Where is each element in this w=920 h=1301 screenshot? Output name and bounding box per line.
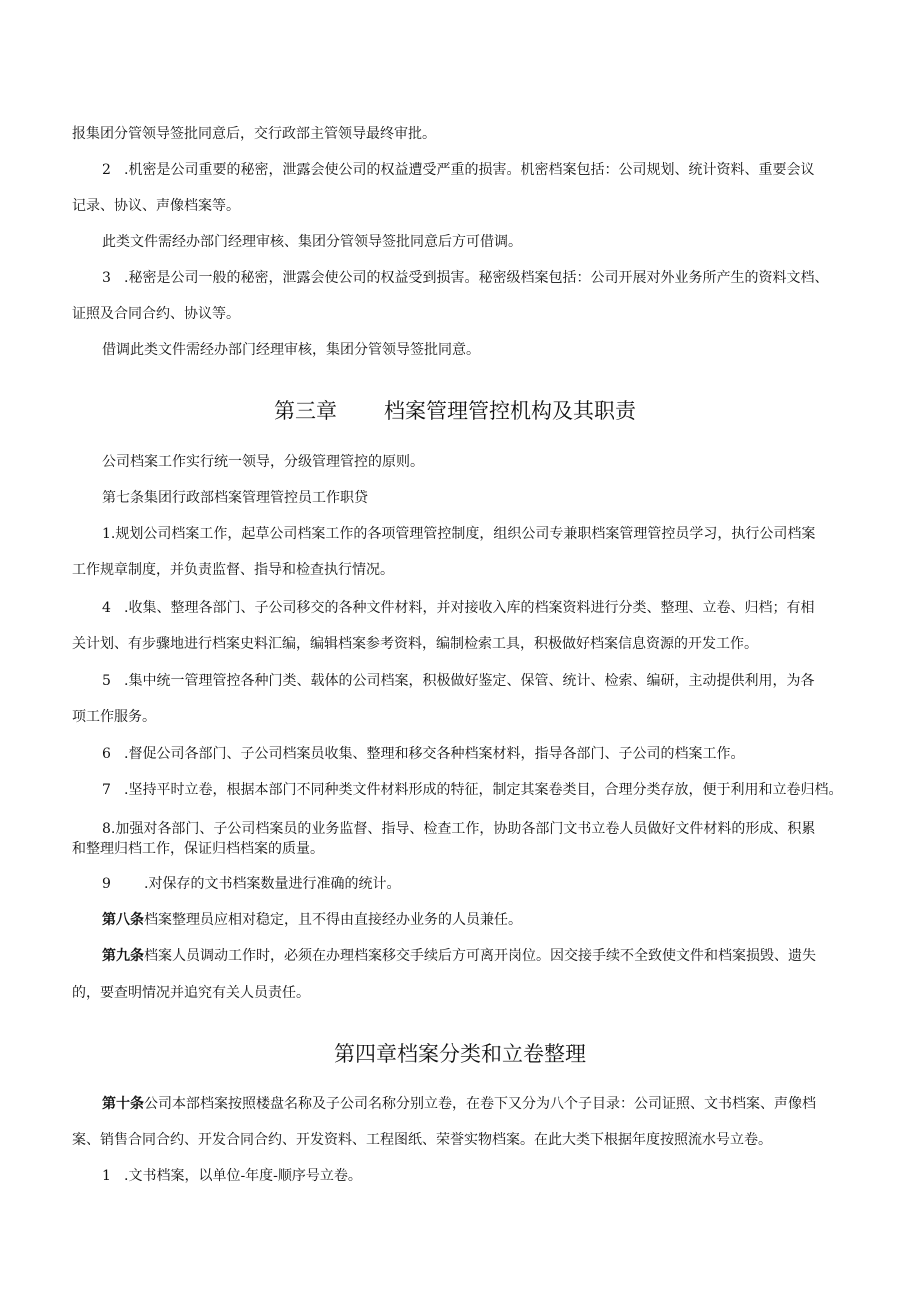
paragraph-line: 工作规章制度，并负责监督、指导和检查执行情况。 xyxy=(72,562,394,578)
paragraph-line: 公司档案工作实行统一领导，分级管理管控的原则。 xyxy=(102,454,424,470)
article-text: 公司本部档案按照楼盘名称及子公司名称分别立卷，在卷下又分为八个子目录：公司证照、文书档案、声像档 xyxy=(144,1096,816,1112)
item-text: .机密是公司重要的秘密，泄露会使公司的权益遭受严重的损害。机密档案包括：公司规划、统计资料、重要会议 xyxy=(124,162,815,178)
item-number: 4 xyxy=(102,600,111,616)
list-item-5 xyxy=(102,671,814,691)
paragraph-line: 此类文件需经办部门经理审核、集团分管领导签批同意后方可借调。 xyxy=(102,234,522,250)
item-number: 1 xyxy=(102,1168,111,1184)
item-text: .督促公司各部门、子公司档案员收集、整理和移交各种档案材料，指导各部门、子公司的档案工作。 xyxy=(124,746,745,762)
article-label: 第八条 xyxy=(102,912,144,928)
paragraph-line: 证照及合同合约、协议等。 xyxy=(72,306,240,322)
item-number: 6 xyxy=(102,746,111,762)
list-item-6 xyxy=(102,744,744,764)
item-number: 7 xyxy=(102,782,111,798)
paragraph-line: 记录、协议、声像档案等。 xyxy=(72,198,240,214)
paragraph-line: 借调此类文件需经办部门经理审核，集团分管领导签批同意。 xyxy=(102,342,480,358)
item-text: .文书档案，以单位-年度-顺序号立卷。 xyxy=(124,1168,362,1184)
item-text: .集中统一管理管控各种门类、载体的公司档案，积极做好鉴定、保管、统计、检索、编研，主动提供利用，为各 xyxy=(124,673,815,689)
article-8 xyxy=(102,910,522,930)
paragraph-line: 和整理归档工作，保证归档档案的质量。 xyxy=(72,841,324,857)
article-10 xyxy=(102,1094,816,1114)
item-text: .收集、整理各部门、子公司移交的各种文件材料，并对接收入库的档案资料进行分类、整理、立卷、归档；有相 xyxy=(124,600,815,616)
article-label: 第九条 xyxy=(102,948,144,964)
article-label: 第十条 xyxy=(102,1096,144,1112)
item-text: .坚持平时立卷，根据本部门不同种类文件材料形成的特征，制定其案卷类目，合理分类存放，便于利用和立卷归档。 xyxy=(124,782,843,798)
article-9 xyxy=(102,946,816,966)
article-text: 档案人员调动工作时，必须在办理档案移交手续后方可离开岗位。因交接手续不全致使文件和档案损毁、遗失 xyxy=(144,948,816,964)
paragraph-line: 关计划、有步骤地进行档案史料汇编，编辑档案参考资料，编制检索工具，积极做好档案信息资源的开发工作。 xyxy=(72,636,758,652)
item-text: .秘密是公司一般的秘密，泄露会使公司的权益受到损害。秘密级档案包括：公司开展对外业务所产生的资料文档、 xyxy=(124,270,829,286)
list-item-1-docs xyxy=(102,1166,362,1186)
item-number: 3 xyxy=(102,270,111,286)
item-number: 2 xyxy=(102,162,111,178)
paragraph-line: 的，要查明情况并追究有关人员责任。 xyxy=(72,985,310,1001)
list-item-3 xyxy=(102,268,828,288)
article-text: 档案整理员应相对稳定，且不得由直接经办业务的人员兼任。 xyxy=(144,912,522,928)
list-item-2 xyxy=(102,160,814,180)
chapter-4-heading: 第四章档案分类和立卷整理 xyxy=(334,1042,586,1066)
paragraph-line: 项工作服务。 xyxy=(72,709,156,725)
chapter-title: 档案管理管控机构及其职责 xyxy=(384,399,636,423)
list-item-9 xyxy=(102,874,400,894)
item-number: 9 xyxy=(102,876,111,892)
article-7-heading: 第七条集团行政部档案管理管控员工作职贷 xyxy=(102,490,368,506)
list-item-8: 8.加强对各部门、子公司档案员的业务监督、指导、检查工作，协助各部门文书立卷人员做好文件材料的形成、积累 xyxy=(102,821,816,837)
list-item-4 xyxy=(102,598,814,618)
item-text: .对保存的文书档案数量进行准确的统计。 xyxy=(144,876,401,892)
list-item-1: 1.规划公司档案工作，起草公司档案工作的各项管理管控制度，组织公司专兼职档案管理管控员学习，执行公司档案 xyxy=(102,526,816,542)
list-item-7 xyxy=(102,780,842,800)
chapter-number: 第三章 xyxy=(274,399,337,423)
paragraph-line: 报集团分管领导签批同意后，交行政部主管领导最终审批。 xyxy=(72,126,436,142)
paragraph-line: 案、销售合同合约、开发合同合约、开发资料、工程图纸、荣誉实物档案。在此大类下根据年度按照流水号立卷。 xyxy=(72,1132,772,1148)
item-number: 5 xyxy=(102,673,111,689)
